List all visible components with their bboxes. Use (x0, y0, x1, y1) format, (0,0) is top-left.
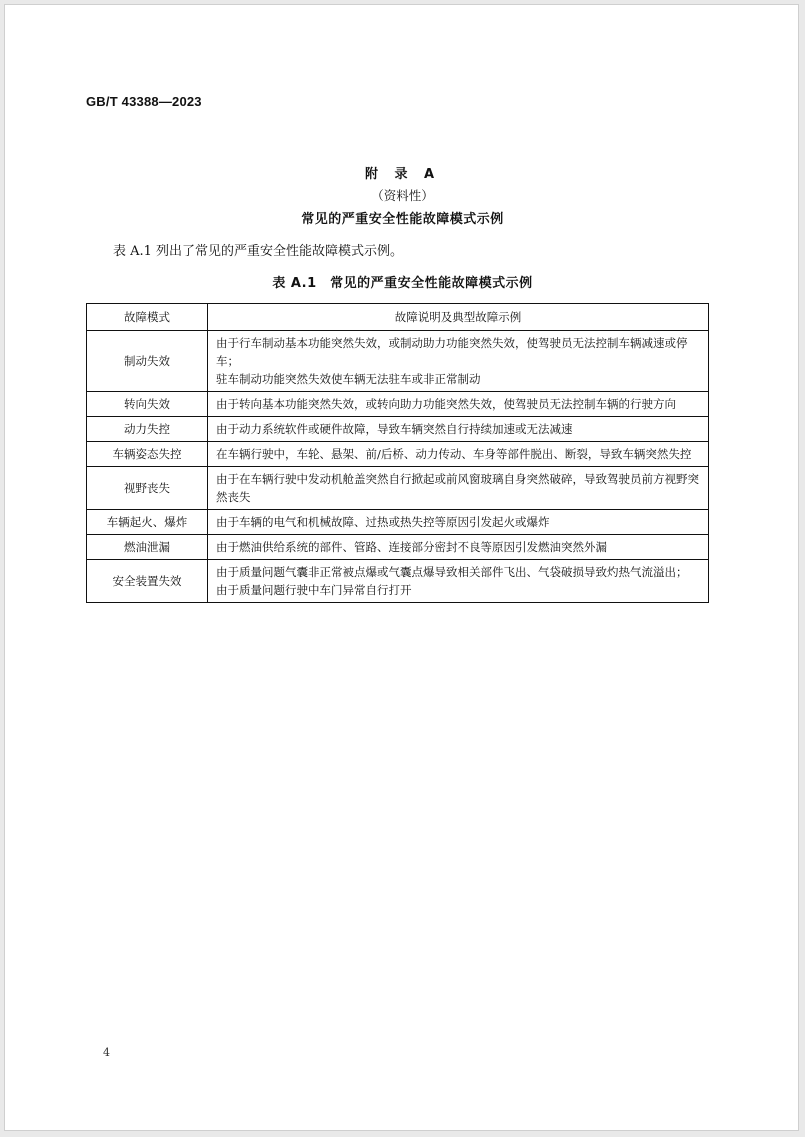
intro-paragraph: 表 A.1 列出了常见的严重安全性能故障模式示例。 (113, 244, 404, 259)
failure-modes-table (86, 303, 709, 603)
failure-mode-cell: 转向失效 (87, 392, 208, 417)
description-line: 在车辆行驶中，车轮、悬架、前/后桥、动力传动、车身等部件脱出、断裂，导致车辆突然失控 (216, 447, 692, 461)
description-cell (208, 560, 709, 603)
table-row (87, 510, 709, 535)
standard-code: GB/T 43388—2023 (86, 94, 202, 109)
description-line: 由于行车制动基本功能突然失效，或制动助力功能突然失效，使驾驶员无法控制车辆减速或停车； (216, 336, 688, 368)
failure-mode-cell: 燃油泄漏 (87, 535, 208, 560)
table-row (87, 417, 709, 442)
description-line: 由于动力系统软件或硬件故障，导致车辆突然自行持续加速或无法减速 (216, 422, 573, 436)
description-line: 驻车制动功能突然失效使车辆无法驻车或非正常制动 (216, 372, 481, 386)
header-failure-mode: 故障模式 (87, 304, 208, 331)
annex-label: 附 录 A (364, 167, 441, 182)
failure-mode-cell: 视野丧失 (87, 467, 208, 510)
failure-mode-cell: 车辆起火、爆炸 (87, 510, 208, 535)
description-line: 由于转向基本功能突然失效，或转向助力功能突然失效，使驾驶员无法控制车辆的行驶方向 (216, 397, 676, 411)
failure-mode-cell: 安全装置失效 (87, 560, 208, 603)
table-row (87, 442, 709, 467)
description-cell (208, 442, 709, 467)
description-line: 由于质量问题气囊非正常被点爆或气囊点爆导致相关部件飞出、气袋破损导致灼热气流溢出； (216, 565, 688, 579)
table-row (87, 467, 709, 510)
description-cell (208, 510, 709, 535)
failure-mode-cell: 制动失效 (87, 331, 208, 392)
page-number: 4 (103, 1046, 110, 1059)
header-description: 故障说明及典型故障示例 (208, 304, 709, 331)
description-line: 由于燃油供给系统的部件、管路、连接部分密封不良等原因引发燃油突然外漏 (216, 540, 607, 554)
failure-mode-cell: 动力失控 (87, 417, 208, 442)
description-line: 由于车辆的电气和机械故障、过热或热失控等原因引发起火或爆炸 (216, 515, 550, 529)
description-line: 由于在车辆行驶中发动机舱盖突然自行掀起或前风窗玻璃自身突然破碎，导致驾驶员前方视野突然丧失 (216, 472, 699, 504)
description-cell (208, 467, 709, 510)
description-line: 由于质量问题行驶中车门异常自行打开 (216, 583, 412, 597)
description-cell (208, 535, 709, 560)
annex-title: 常见的严重安全性能故障模式示例 (301, 212, 504, 227)
description-cell (208, 417, 709, 442)
annex-nature: （资料性） (371, 188, 434, 203)
table-row (87, 331, 709, 392)
table-row (87, 560, 709, 603)
table-caption: 表 A.1 常见的严重安全性能故障模式示例 (272, 276, 533, 291)
table-header-row (87, 304, 709, 331)
table-row (87, 535, 709, 560)
failure-mode-cell: 车辆姿态失控 (87, 442, 208, 467)
table-row (87, 392, 709, 417)
description-cell (208, 392, 709, 417)
description-cell (208, 331, 709, 392)
